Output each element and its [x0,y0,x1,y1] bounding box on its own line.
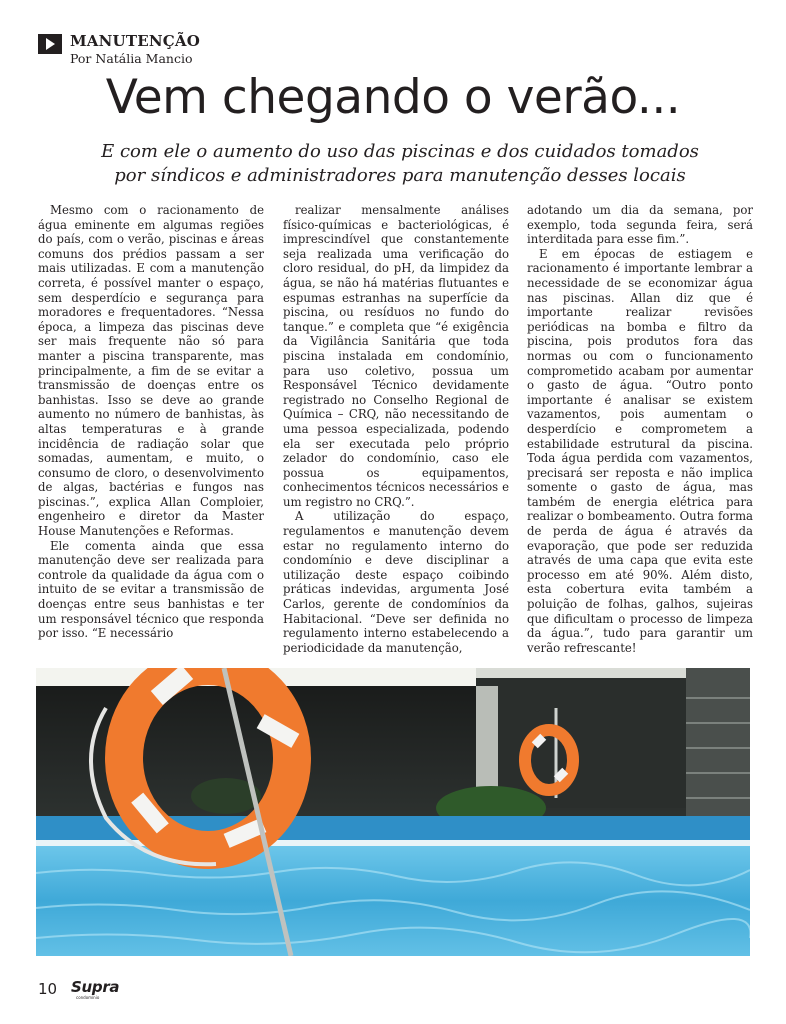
paragraph: adotando um dia da semana, por exemplo, toda segunda feira, será interditada para esse fim.”. [527,203,753,247]
subhead-line-2: por síndicos e administradores para manutenção desses locais [114,165,686,186]
paragraph: Ele comenta ainda que essa manutenção deve ser realizada para controle da qualidade da água com o intuito de se evitar a transmissão de doenças entre seus banhistas e ter um responsável técnico que responda por isso. “E necessário [38,538,264,641]
paragraph: Mesmo com o racionamento de água eminente em algumas regiões do país, com o verão, piscinas e áreas comuns dos prédios passam a ser mais utilizadas. E com a manutenção correta, é possível manter o espaço, sem desperdício e segurança para moradores e frequentadores. “Nessa época, a limpeza das piscinas deve ser mais frequente não só para manter a piscina transparente, mas principalmente, a fim de se evitar a transmissão de doenças entre os banhistas. Isso se deve ao grande aumento no número de banhistas, às altas temperaturas e à grande incidência de radiação solar que somadas, aumentam, e muito, o consumo de cloro, o desenvolvimento de algas, bactérias e fungos nas piscinas.”, explica Allan Comploier, engenheiro e diretor da Master House Manutenções e Reformas. [38,203,264,539]
article-subhead [60,140,740,188]
body-column-1 [38,203,264,641]
paragraph: E em épocas de estiagem e racionamento é importante lembrar a necessidade de se economizar água nas piscinas. Allan diz que é importante realizar revisões periódicas na bomba e filtro da piscina, pois produtos fora das normas ou com o funcionamento comprometido acabam por aumentar o gasto de água. “Outro ponto importante é analisar se existem vazamentos, pois aumentam o desperdício e comprometem a estabilidade estrutural da piscina. Toda água perdida com vazamentos, precisará ser reposta e não implica somente o gasto de água, mas também de energia elétrica para realizar o bombeamento. Outra forma de perda de água é através da evaporação, que pode ser reduzida através de uma capa que evita este processo em até 90%. Além disto, esta cobertura evita também a poluição de folhas, galhos, sujeiras que dificultam o processo de limpeza da água.”, tudo para garantir um verão refrescante! [527,246,753,655]
body-column-3 [527,203,753,655]
paragraph: A utilização do espaço, regulamentos e manutenção devem estar no regulamento interno do condomínio e deve disciplinar a utilização deste espaço coibindo práticas indevidas, argumenta José Carlos, gerente de condomínios da Habitacional. “Deve ser definida no regulamento interno estabelecendo a periodicidade da manutenção, [283,509,509,655]
author-byline: Por Natália Mancio [70,51,193,66]
body-column-2 [283,203,509,655]
paragraph: realizar mensalmente análises físico-químicas e bacteriológicas, é imprescindível que constantemente seja realizada uma verificação do cloro residual, do pH, da limpidez da água, se não há matérias flutuantes e espumas estranhas na superfície da piscina, ou resíduos no fundo do tanque.” e completa que “é exigência da Vigilância Sanitária que toda piscina instalada em condomínio, para uso coletivo, possua um Responsável Técnico devidamente registrado no Conselho Regional de Química – CRQ, não necessitando de uma pessoa especializada, podendo ela ser executada pelo próprio zelador do condomínio, caso ele possua os equipamentos, conhecimentos técnicos necessários e um registro no CRQ.”. [283,203,509,509]
magazine-logo: Supra [71,978,120,996]
section-play-arrow-icon [38,34,62,54]
subhead-line-1: E com ele o aumento do uso das piscinas e dos cuidados tomados [101,141,699,162]
article-headline: Vem chegando o verão... [105,70,681,125]
page-number: 10 [38,980,58,998]
pool-photo-illustration [36,668,750,956]
magazine-logo-subtitle: condomínio [76,995,100,1000]
section-name: MANUTENÇÃO [70,32,200,50]
pool-photo [36,668,750,956]
